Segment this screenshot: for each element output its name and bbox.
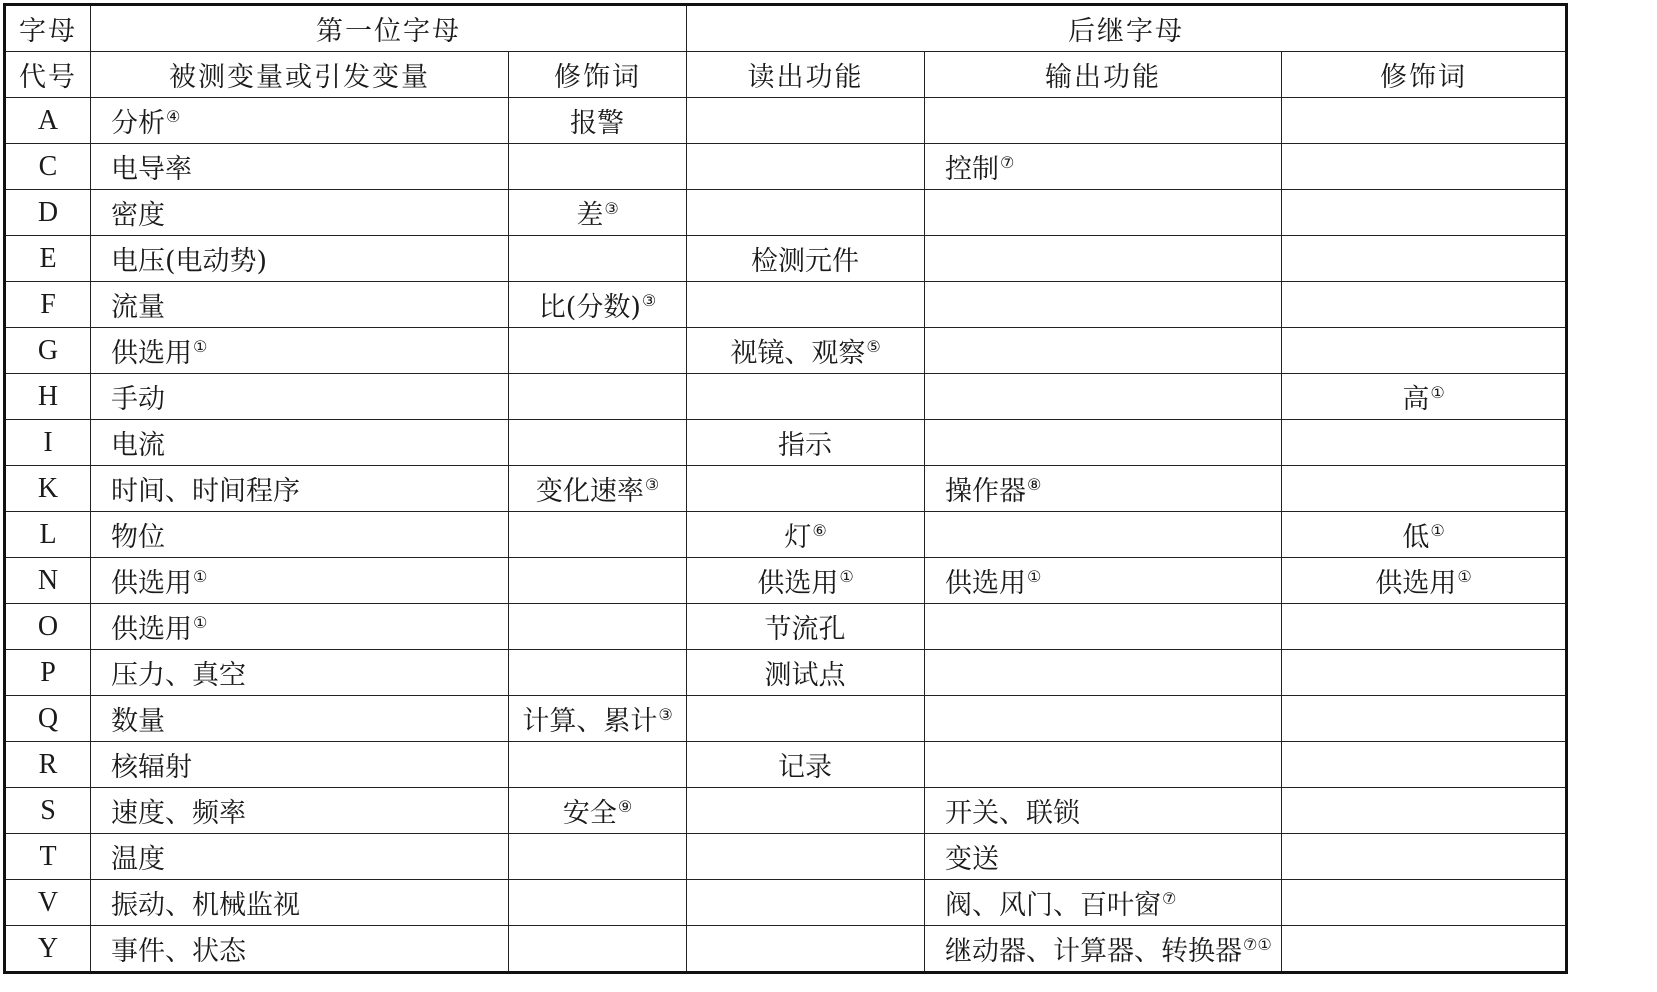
cell-output-function-text: 操作器 (945, 476, 1026, 507)
cell-readout-function (687, 650, 925, 696)
cell-measured-variable-text: 振动、机械监视 (111, 890, 300, 921)
cell-readout-function (687, 742, 925, 788)
table-row (5, 834, 1567, 880)
table-row (5, 374, 1567, 420)
cell-modifier-1 (509, 466, 687, 512)
footnote-marker: ① (193, 567, 208, 586)
cell-output-function (925, 236, 1282, 282)
header-first-letter: 第一位字母 (91, 5, 687, 52)
cell-readout-function-text: 测试点 (764, 660, 846, 691)
cell-letter-code (5, 650, 91, 696)
cell-measured-variable (91, 834, 509, 880)
cell-letter-code (5, 190, 91, 236)
cell-letter-code (5, 834, 91, 880)
cell-output-function (925, 742, 1282, 788)
cell-measured-variable-text: 分析 (111, 108, 165, 139)
cell-modifier-1-text: 计算、累计 (522, 706, 658, 737)
table-row (5, 558, 1567, 604)
cell-readout-function (687, 420, 925, 466)
cell-measured-variable (91, 650, 509, 696)
cell-letter-code-text: D (37, 196, 59, 228)
cell-measured-variable-text: 供选用 (111, 614, 192, 645)
header-letter-bottom: 代号 (5, 52, 91, 98)
cell-letter-code (5, 788, 91, 834)
cell-modifier-2 (1282, 98, 1567, 144)
cell-measured-variable-text: 速度、频率 (111, 798, 246, 829)
footnote-marker: ⑦① (1243, 935, 1272, 954)
cell-readout-function (687, 236, 925, 282)
cell-output-function (925, 466, 1282, 512)
header-measured-variable: 被测变量或引发变量 (91, 52, 509, 98)
cell-modifier-2 (1282, 696, 1567, 742)
cell-measured-variable-text: 温度 (111, 844, 165, 875)
cell-modifier-2 (1282, 236, 1567, 282)
cell-letter-code-text: F (40, 288, 56, 320)
footnote-marker: ④ (166, 107, 181, 126)
cell-letter-code-text: C (38, 150, 58, 182)
cell-modifier-2 (1282, 420, 1567, 466)
cell-letter-code (5, 374, 91, 420)
footnote-marker: ① (839, 567, 854, 586)
cell-letter-code-text: T (39, 840, 57, 872)
cell-modifier-2 (1282, 328, 1567, 374)
table-row (5, 696, 1567, 742)
instrument-letter-code-table (3, 3, 1568, 974)
cell-modifier-2 (1282, 834, 1567, 880)
header-readout-function: 读出功能 (687, 52, 925, 98)
cell-measured-variable (91, 466, 509, 512)
cell-measured-variable-text: 物位 (111, 522, 165, 553)
cell-output-function-text: 供选用 (945, 568, 1026, 599)
footnote-marker: ① (1430, 521, 1445, 540)
cell-measured-variable (91, 190, 509, 236)
header-row-top (5, 5, 1567, 52)
footnote-marker: ⑧ (1027, 475, 1042, 494)
header-letter-top: 字母 (5, 5, 91, 52)
cell-output-function (925, 604, 1282, 650)
table-row (5, 466, 1567, 512)
cell-modifier-2-text: 高 (1402, 384, 1430, 415)
cell-modifier-1 (509, 374, 687, 420)
cell-output-function (925, 420, 1282, 466)
table-row (5, 98, 1567, 144)
cell-modifier-1 (509, 880, 687, 926)
cell-letter-code (5, 604, 91, 650)
cell-modifier-2 (1282, 558, 1567, 604)
cell-letter-code-text: I (43, 426, 53, 458)
cell-readout-function (687, 880, 925, 926)
header-output-function: 输出功能 (925, 52, 1282, 98)
cell-letter-code (5, 466, 91, 512)
cell-readout-function (687, 144, 925, 190)
cell-modifier-1 (509, 282, 687, 328)
cell-modifier-1 (509, 788, 687, 834)
cell-readout-function-text: 记录 (778, 752, 832, 783)
footnote-marker: ⑦ (1162, 889, 1177, 908)
header-succeeding-letters: 后继字母 (687, 5, 1567, 52)
cell-measured-variable-text: 事件、状态 (111, 936, 246, 967)
cell-letter-code-text: N (37, 564, 59, 596)
header-row-bottom (5, 52, 1567, 98)
cell-modifier-2 (1282, 374, 1567, 420)
footnote-marker: ① (193, 613, 208, 632)
cell-modifier-2 (1282, 604, 1567, 650)
cell-letter-code (5, 880, 91, 926)
cell-modifier-1 (509, 650, 687, 696)
cell-measured-variable (91, 926, 509, 973)
header-modifier-2: 修饰词 (1282, 52, 1567, 98)
table-row (5, 282, 1567, 328)
cell-modifier-1 (509, 190, 687, 236)
cell-readout-function (687, 374, 925, 420)
cell-readout-function-text: 节流孔 (764, 614, 846, 645)
cell-letter-code-text: L (39, 518, 57, 550)
cell-modifier-2 (1282, 512, 1567, 558)
cell-letter-code-text: P (40, 656, 56, 688)
cell-readout-function (687, 190, 925, 236)
cell-modifier-1 (509, 926, 687, 973)
footnote-marker: ⑨ (617, 797, 633, 816)
cell-measured-variable (91, 374, 509, 420)
cell-readout-function (687, 604, 925, 650)
cell-modifier-2 (1282, 788, 1567, 834)
cell-letter-code-text: K (37, 472, 59, 504)
cell-letter-code-text: S (40, 794, 56, 826)
cell-readout-function-text: 检测元件 (751, 246, 859, 277)
cell-readout-function (687, 926, 925, 973)
cell-modifier-1 (509, 742, 687, 788)
cell-readout-function (687, 328, 925, 374)
cell-modifier-2 (1282, 742, 1567, 788)
cell-modifier-1-text: 比(分数) (538, 292, 641, 323)
cell-modifier-1 (509, 512, 687, 558)
cell-measured-variable (91, 236, 509, 282)
cell-measured-variable-text: 电导率 (111, 154, 192, 185)
cell-output-function (925, 328, 1282, 374)
cell-modifier-2 (1282, 190, 1567, 236)
cell-letter-code (5, 144, 91, 190)
cell-modifier-1 (509, 420, 687, 466)
cell-output-function (925, 558, 1282, 604)
cell-output-function (925, 374, 1282, 420)
cell-readout-function (687, 98, 925, 144)
table-row (5, 236, 1567, 282)
cell-modifier-2-text: 供选用 (1375, 568, 1457, 599)
footnote-marker: ⑤ (866, 337, 881, 356)
cell-letter-code-text: V (37, 886, 59, 918)
cell-output-function-text: 变送 (945, 844, 999, 875)
footnote-marker: ⑥ (812, 521, 827, 540)
cell-measured-variable-text: 核辐射 (111, 752, 192, 783)
cell-modifier-1 (509, 604, 687, 650)
cell-modifier-2 (1282, 650, 1567, 696)
cell-modifier-1 (509, 558, 687, 604)
footnote-marker: ⑦ (1000, 153, 1015, 172)
cell-modifier-2 (1282, 282, 1567, 328)
cell-output-function-text: 控制 (945, 154, 999, 185)
cell-readout-function (687, 558, 925, 604)
cell-readout-function (687, 512, 925, 558)
cell-letter-code (5, 328, 91, 374)
cell-readout-function (687, 788, 925, 834)
cell-letter-code-text: A (37, 104, 59, 136)
table-row (5, 880, 1567, 926)
table-row (5, 788, 1567, 834)
cell-modifier-2-text: 低 (1402, 522, 1430, 553)
cell-measured-variable-text: 时间、时间程序 (111, 476, 300, 507)
cell-modifier-2 (1282, 466, 1567, 512)
cell-measured-variable (91, 328, 509, 374)
cell-letter-code-text: G (37, 334, 59, 366)
cell-letter-code (5, 236, 91, 282)
footnote-marker: ③ (658, 705, 673, 724)
table-row (5, 420, 1567, 466)
cell-readout-function-text: 灯 (784, 522, 812, 553)
cell-output-function (925, 512, 1282, 558)
cell-letter-code-text: R (38, 748, 58, 780)
cell-letter-code-text: Y (37, 932, 59, 964)
cell-letter-code (5, 420, 91, 466)
cell-measured-variable-text: 手动 (111, 384, 165, 415)
cell-modifier-1 (509, 98, 687, 144)
cell-readout-function-text: 供选用 (757, 568, 839, 599)
cell-output-function (925, 926, 1282, 973)
cell-letter-code (5, 98, 91, 144)
cell-output-function (925, 190, 1282, 236)
cell-output-function (925, 98, 1282, 144)
cell-letter-code-text: O (37, 610, 59, 642)
cell-output-function-text: 开关、联锁 (945, 798, 1080, 829)
cell-measured-variable (91, 880, 509, 926)
cell-output-function (925, 144, 1282, 190)
cell-modifier-1-text: 报警 (570, 108, 624, 139)
cell-output-function-text: 阀、风门、百叶窗 (945, 890, 1161, 921)
cell-output-function (925, 696, 1282, 742)
table-row (5, 926, 1567, 973)
footnote-marker: ① (193, 337, 208, 356)
cell-letter-code (5, 282, 91, 328)
cell-measured-variable (91, 98, 509, 144)
cell-output-function (925, 788, 1282, 834)
cell-modifier-1-text: 差 (576, 200, 604, 231)
cell-readout-function-text: 指示 (778, 430, 832, 461)
cell-measured-variable-text: 供选用 (111, 568, 192, 599)
cell-modifier-1 (509, 834, 687, 880)
footnote-marker: ③ (604, 199, 619, 218)
cell-modifier-1-text: 变化速率 (535, 476, 644, 507)
footnote-marker: ① (1457, 567, 1472, 586)
cell-measured-variable-text: 数量 (111, 706, 165, 737)
footnote-marker: ① (1027, 567, 1042, 586)
cell-measured-variable (91, 512, 509, 558)
cell-letter-code (5, 558, 91, 604)
table-row (5, 144, 1567, 190)
cell-measured-variable (91, 604, 509, 650)
cell-output-function (925, 834, 1282, 880)
cell-measured-variable-text: 电压(电动势) (111, 246, 268, 277)
cell-output-function (925, 650, 1282, 696)
table-row (5, 512, 1567, 558)
cell-measured-variable (91, 282, 509, 328)
cell-measured-variable (91, 742, 509, 788)
footnote-marker: ③ (644, 475, 660, 494)
cell-output-function (925, 282, 1282, 328)
cell-output-function (925, 880, 1282, 926)
table-row (5, 190, 1567, 236)
cell-readout-function (687, 834, 925, 880)
cell-modifier-2 (1282, 144, 1567, 190)
cell-modifier-1 (509, 236, 687, 282)
cell-measured-variable (91, 696, 509, 742)
cell-letter-code (5, 742, 91, 788)
cell-readout-function (687, 282, 925, 328)
cell-measured-variable-text: 电流 (111, 430, 165, 461)
footnote-marker: ① (1430, 383, 1445, 402)
cell-measured-variable (91, 144, 509, 190)
table-row (5, 604, 1567, 650)
cell-modifier-1 (509, 328, 687, 374)
footnote-marker: ③ (641, 291, 657, 310)
cell-output-function-text: 继动器、计算器、转换器 (945, 936, 1242, 967)
cell-letter-code-text: H (37, 380, 59, 412)
cell-measured-variable-text: 密度 (111, 200, 165, 231)
cell-measured-variable (91, 558, 509, 604)
cell-letter-code (5, 696, 91, 742)
table-row (5, 742, 1567, 788)
cell-measured-variable (91, 420, 509, 466)
cell-modifier-1 (509, 696, 687, 742)
cell-readout-function (687, 696, 925, 742)
cell-modifier-2 (1282, 926, 1567, 973)
cell-letter-code (5, 926, 91, 973)
cell-measured-variable (91, 788, 509, 834)
cell-letter-code (5, 512, 91, 558)
cell-measured-variable-text: 供选用 (111, 338, 192, 369)
table-row (5, 650, 1567, 696)
cell-letter-code-text: E (39, 242, 57, 274)
cell-modifier-1 (509, 144, 687, 190)
table-row (5, 328, 1567, 374)
cell-measured-variable-text: 流量 (111, 292, 165, 323)
cell-readout-function (687, 466, 925, 512)
letter-code-table-container (3, 3, 1568, 974)
cell-measured-variable-text: 压力、真空 (111, 660, 246, 691)
cell-letter-code-text: Q (37, 702, 59, 734)
header-modifier-1: 修饰词 (509, 52, 687, 98)
cell-modifier-2 (1282, 880, 1567, 926)
cell-modifier-1-text: 安全 (562, 798, 617, 829)
cell-readout-function-text: 视镜、观察 (730, 338, 866, 369)
